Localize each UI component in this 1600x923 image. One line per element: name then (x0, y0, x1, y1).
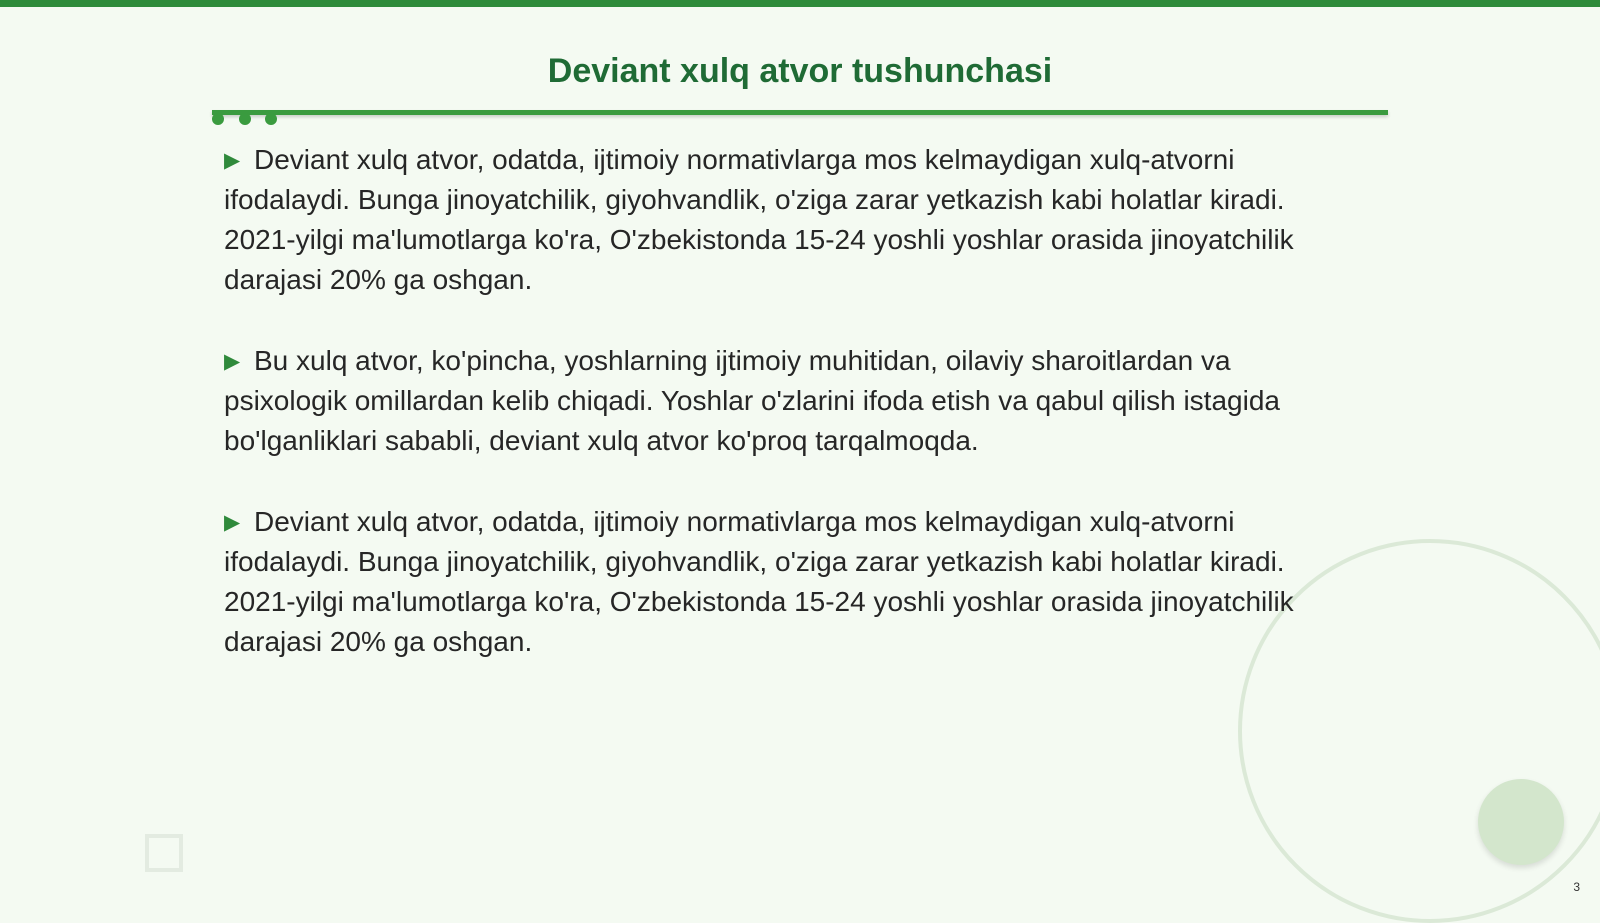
paragraph-text: Deviant xulq atvor, odatda, ijtimoiy normativlarga mos kelmaydigan xulq-atvorni ifodalaydi. Bunga jinoyatchilik, giyohvandlik, o'ziga zarar yetkazish kabi holatlar kiradi. 2021-yilgi ma'lumotlarga ko'ra, O'zbekistonda 15-24 yoshli yoshlar orasida jinoyatchilik darajasi 20% ga oshgan. (224, 506, 1294, 657)
decorative-circle (1478, 779, 1564, 865)
bullet-paragraph-3 (224, 502, 1354, 662)
decorative-square (145, 834, 183, 872)
slide-body (224, 140, 1354, 703)
title-underline (212, 110, 1388, 115)
paragraph-text: Deviant xulq atvor, odatda, ijtimoiy normativlarga mos kelmaydigan xulq-atvorni ifodalaydi. Bunga jinoyatchilik, giyohvandlik, o'ziga zarar yetkazish kabi holatlar kiradi. 2021-yilgi ma'lumotlarga ko'ra, O'zbekistonda 15-24 yoshli yoshlar orasida jinoyatchilik darajasi 20% ga oshgan. (224, 144, 1294, 295)
slide-title: Deviant xulq atvor tushunchasi (547, 52, 1053, 90)
decorative-dot (212, 113, 224, 125)
triangle-bullet-icon: ▶ (224, 349, 241, 373)
top-accent-bar (0, 0, 1600, 7)
bullet-paragraph-2 (224, 341, 1354, 461)
bullet-paragraph-1 (224, 140, 1354, 300)
triangle-bullet-icon: ▶ (224, 510, 241, 534)
triangle-bullet-icon: ▶ (224, 148, 241, 172)
page-number: 3 (1573, 880, 1580, 894)
decorative-dot (239, 113, 251, 125)
paragraph-text: Bu xulq atvor, ko'pincha, yoshlarning ijtimoiy muhitidan, oilaviy sharoitlardan va psixologik omillardan kelib chiqadi. Yoshlar o'zlarini ifoda etish va qabul qilish istagida bo'lganliklari sababli, deviant xulq atvor ko'proq tarqalmoqda. (224, 345, 1280, 456)
decorative-dot (265, 113, 277, 125)
